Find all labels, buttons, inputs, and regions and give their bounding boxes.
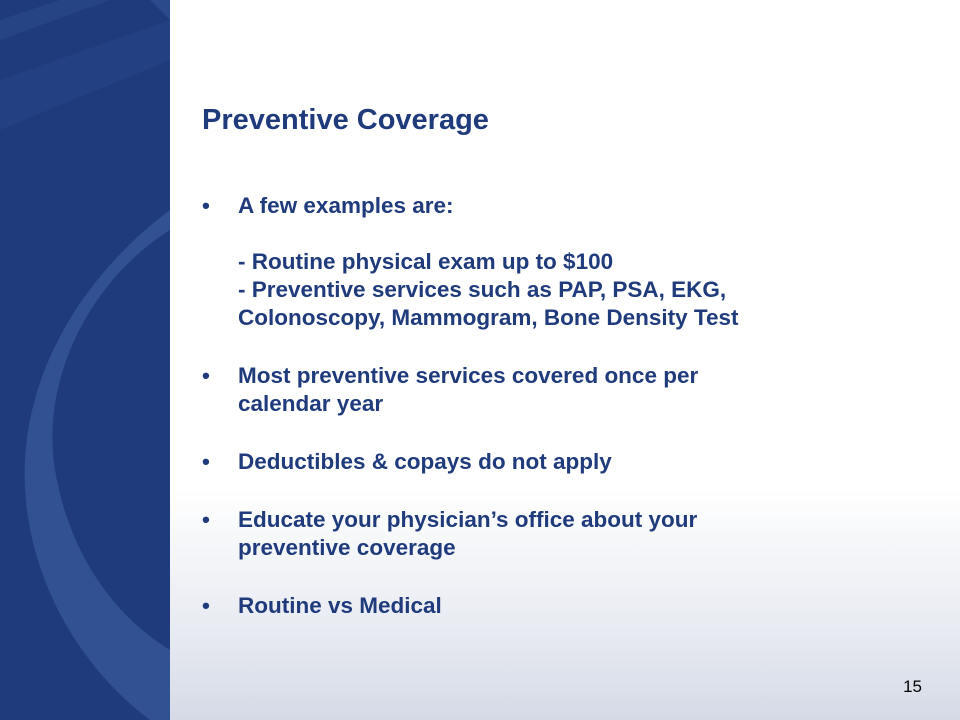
bullet-item [200,506,920,562]
bullet-line: calendar year [238,391,384,416]
sidebar-decoration [0,0,170,720]
bullet-dot: • [202,507,210,532]
bullet-list [200,192,920,620]
bullet-dot: • [202,449,210,474]
spacer [238,220,920,248]
bullet-item [200,362,920,418]
bullet-dot: • [202,593,210,618]
bullet-line: A few examples are: [238,193,454,218]
swoosh-graphic [0,0,170,720]
bullet-line: Educate your physician’s office about your [238,507,698,532]
bullet-dot: • [202,193,210,218]
sub-line: Colonoscopy, Mammogram, Bone Density Test [238,305,739,330]
bullet-line: preventive coverage [238,535,456,560]
slide-title: Preventive Coverage [202,104,489,136]
sub-line: - Routine physical exam up to $100 [238,249,614,274]
bullet-item [200,448,920,476]
page-number: 15 [903,677,922,696]
bullet-line: Most preventive services covered once per [238,363,699,388]
bullet-line: Deductibles & copays do not apply [238,449,612,474]
bullet-line: Routine vs Medical [238,593,442,618]
bullet-dot: • [202,363,210,388]
bullet-item [200,592,920,620]
bullet-item [200,192,920,332]
sub-line: - Preventive services such as PAP, PSA, EKG, [238,277,727,302]
